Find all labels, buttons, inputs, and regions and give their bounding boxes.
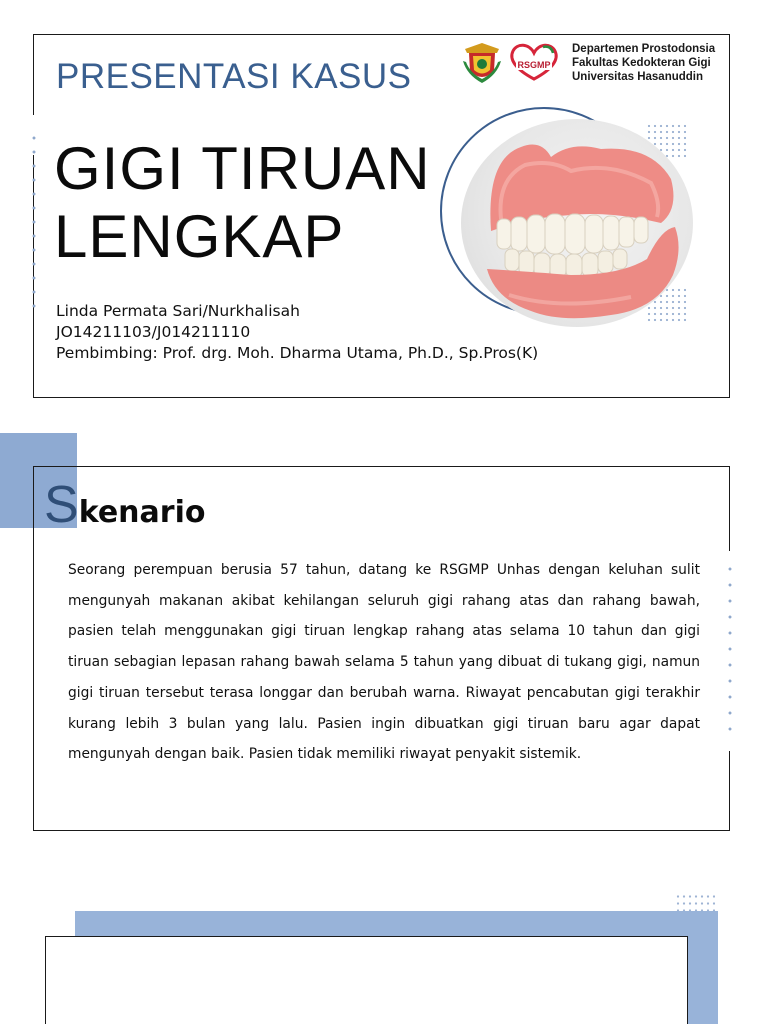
scenario-title-rest: kenario — [78, 495, 206, 530]
presentation-title — [54, 135, 431, 271]
institution-name — [572, 42, 715, 84]
institution-university: Universitas Hasanuddin — [572, 71, 704, 83]
institution-department: Departemen Prostodonsia — [572, 43, 716, 55]
rsgmp-logo-text: RSGMP — [517, 60, 551, 70]
author-names: Linda Permata Sari/Nurkhalisah — [56, 302, 300, 320]
next-slide — [45, 936, 688, 1024]
title-slide — [33, 34, 730, 398]
dot-pattern-right — [727, 561, 733, 731]
university-logo-icon — [461, 41, 503, 85]
title-line-2: LENGKAP — [54, 203, 345, 270]
title-line-1: GIGI TIRUAN — [54, 135, 431, 202]
author-info — [56, 301, 538, 364]
scenario-text: Seorang perempuan berusia 57 tahun, datang ke RSGMP Unhas dengan keluhan sulit mengunyah makanan akibat kehilangan seluruh gigi rahang atas dan rahang bawah, pasien telah menggunakan gigi tiruan lengkap rahang atas selama 10 tahun dan gigi tiruan sebagian lepasan rahang bawah selama 5 tahun yang dibuat di tukang gigi, namun gigi tiruan tersebut terasa longgar dan berubah warna. Riwayat pencabutan gigi terakhir kurang lebih 3 bulan yang lalu. Pasien ingin dibuatkan gigi tiruan baru agar dapat mengunyah dengan baik. Pasien tidak memiliki riwayat penyakit sistemik. — [68, 562, 700, 763]
rsgmp-logo-icon — [507, 41, 561, 83]
dot-pattern-left — [31, 131, 37, 311]
supervisor: Pembimbing: Prof. drg. Moh. Dharma Utama, Ph.D., Sp.Pros(K) — [56, 344, 539, 362]
student-ids: JO14211103/J014211110 — [56, 323, 251, 341]
institution-faculty: Fakultas Kedokteran Gigi — [572, 57, 711, 69]
denture-illustration-icon — [461, 119, 693, 327]
scenario-title — [44, 475, 205, 535]
presentation-type: PRESENTASI KASUS — [56, 57, 412, 96]
denture-photo — [461, 119, 693, 327]
scenario-slide — [33, 466, 730, 831]
scenario-title-initial: S — [44, 476, 79, 534]
